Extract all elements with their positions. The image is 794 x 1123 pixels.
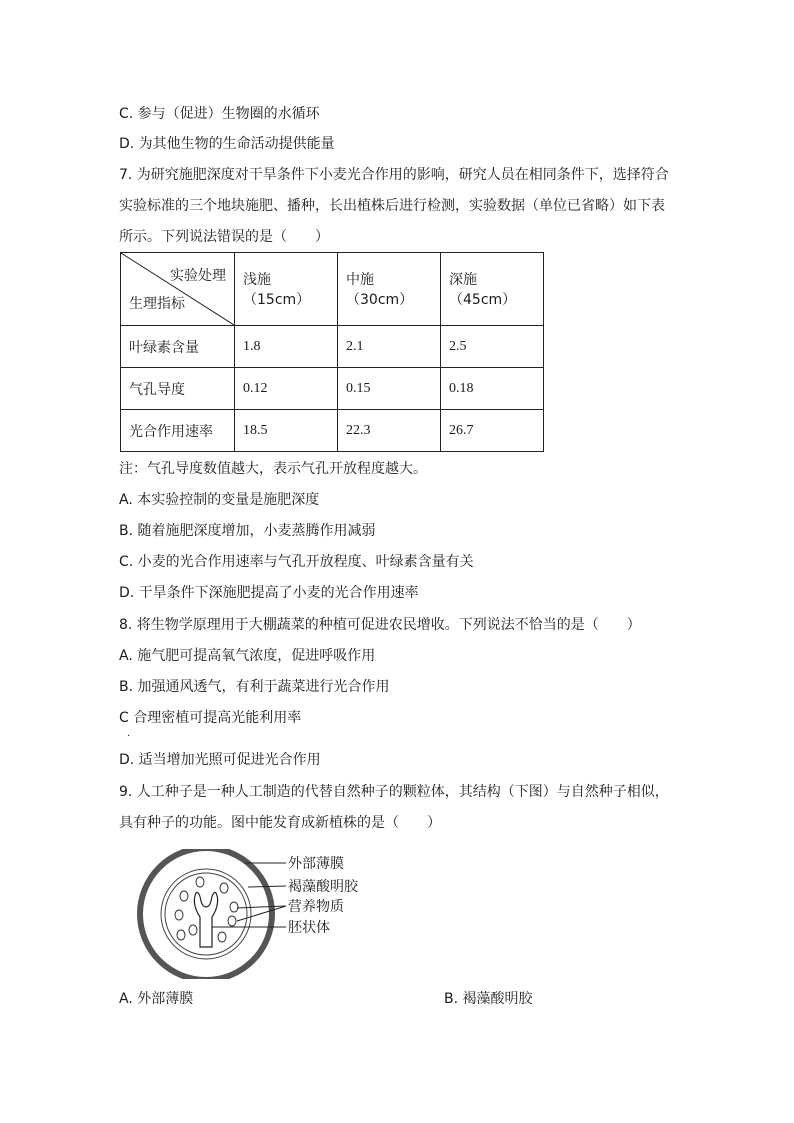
row-label: 光合作用速率 [121, 410, 235, 452]
q7-stem-line-2: 实验标准的三个地块施肥、播种，长出植株后进行检测，实验数据（单位已省略）如下表 [119, 198, 665, 214]
q8-option-d: D. 适当增加光照可促进光合作用 [119, 752, 321, 768]
table-cell: 1.8 [235, 326, 338, 368]
table-cell: 18.5 [235, 410, 338, 452]
row-label: 叶绿素含量 [121, 326, 235, 368]
q9-stem-line-2: 具有种子的功能。图中能发育成新植株的是（ ） [119, 815, 441, 831]
q8-stem: 8. 将生物学原理用于大棚蔬菜的种植可促进农民增收。下列说法不恰当的是（ ） [119, 617, 641, 633]
row-label: 气孔导度 [121, 368, 235, 410]
table-cell: 0.12 [235, 368, 338, 410]
q6-option-c: C. 参与（促进）生物圈的水循环 [119, 106, 320, 122]
q9-stem-line-1: 9. 人工种子是一种人工制造的代替自然种子的颗粒体，其结构（下图）与自然种子相似， [119, 784, 669, 800]
table-cell: 2.1 [338, 326, 441, 368]
column-header: 深施（45cm） [441, 253, 544, 326]
q9-option-a: A. 外部薄膜 [119, 991, 194, 1007]
table-row [121, 410, 544, 452]
stray-dot: · [127, 731, 131, 742]
column-header: 中施（30cm） [338, 253, 441, 326]
experiment-table [120, 252, 544, 452]
table-cell: 0.18 [441, 368, 544, 410]
label-outer-membrane: 外部薄膜 [288, 856, 344, 872]
q7-option-d: D. 干旱条件下深施肥提高了小麦的光合作用速率 [119, 585, 419, 601]
q7-option-b: B. 随着施肥深度增加，小麦蒸腾作用减弱 [119, 523, 376, 539]
q7-option-a: A. 本实验控制的变量是施肥深度 [119, 492, 320, 508]
table-cell: 2.5 [441, 326, 544, 368]
header-treatment: 实验处理 [170, 268, 226, 284]
table-corner-cell [121, 253, 235, 326]
label-alginate-gel: 褐藻酸明胶 [288, 879, 358, 895]
table-note: 注：气孔导度数值越大，表示气孔开放程度越大。 [119, 461, 427, 477]
table-row [121, 326, 544, 368]
table-cell: 0.15 [338, 368, 441, 410]
table-cell: 22.3 [338, 410, 441, 452]
diagonal-line [121, 253, 234, 325]
q6-option-d: D. 为其他生物的生命活动提供能量 [119, 136, 335, 152]
artificial-seed-figure [134, 849, 374, 979]
label-nutrients: 营养物质 [288, 899, 344, 915]
q7-stem-line-1: 7. 为研究施肥深度对干旱条件下小麦光合作用的影响，研究人员在相同条件下，选择符合 [119, 167, 669, 183]
q7-stem-line-3: 所示。下列说法错误的是（ ） [119, 229, 329, 245]
q8-option-c: C 合理密植可提高光能利用率 [119, 710, 302, 726]
table-cell: 26.7 [441, 410, 544, 452]
table-header-row [121, 253, 544, 326]
q7-option-c: C. 小麦的光合作用速率与气孔开放程度、叶绿素含量有关 [119, 554, 474, 570]
header-indicator: 生理指标 [129, 296, 185, 312]
q8-option-b: B. 加强通风透气，有利于蔬菜进行光合作用 [119, 679, 390, 695]
q9-option-b: B. 褐藻酸明胶 [444, 991, 533, 1007]
table-row [121, 368, 544, 410]
q8-option-a: A. 施气肥可提高氧气浓度，促进呼吸作用 [119, 648, 376, 664]
label-embryoid: 胚状体 [288, 920, 330, 936]
column-header: 浅施（15cm） [235, 253, 338, 326]
